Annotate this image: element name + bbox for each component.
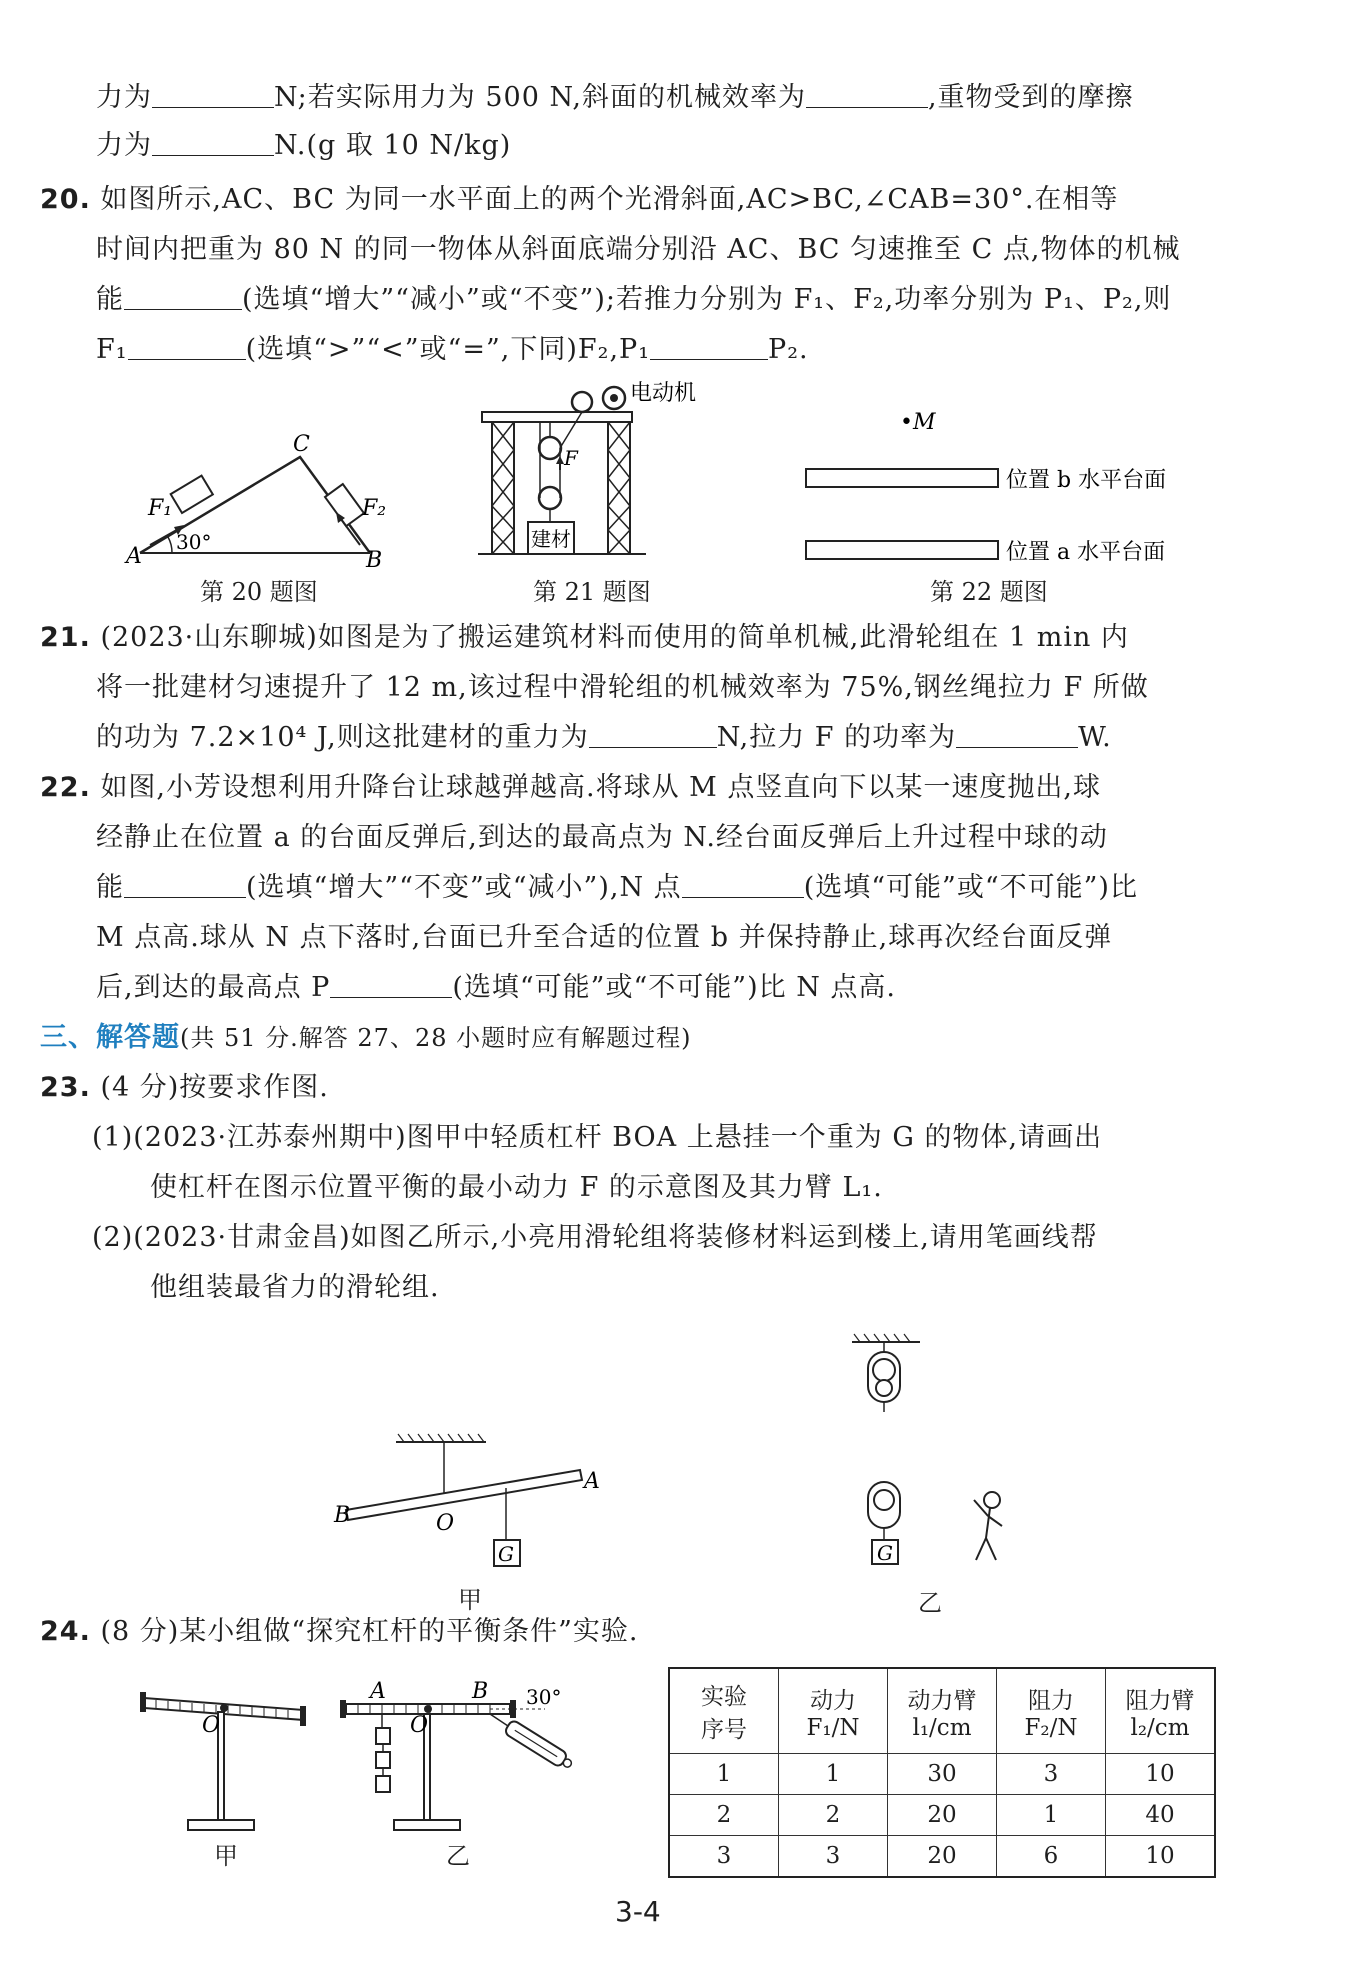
label-b: B	[366, 548, 383, 573]
text: N,拉力 F 的功率为	[716, 722, 957, 753]
answer-blank[interactable]	[330, 969, 452, 998]
question-23-part-1-line-2	[150, 1168, 883, 1208]
stand-base	[188, 1820, 254, 1830]
label-load: 建材	[531, 527, 571, 551]
label-a: A	[370, 1679, 386, 1704]
balance-nut	[340, 1700, 346, 1718]
figure-24a-lever-stand	[140, 1680, 320, 1840]
question-22-line-3	[96, 868, 1138, 908]
table-cell: 3	[779, 1836, 888, 1878]
answer-blank[interactable]	[124, 869, 246, 898]
pivot	[424, 1705, 432, 1713]
text: 力为	[96, 130, 152, 161]
question-21-line-3	[96, 718, 1112, 758]
header-cell: 阻力 F₂/N	[997, 1668, 1106, 1754]
table-cell: 3	[669, 1836, 779, 1878]
table-row	[669, 1795, 1215, 1836]
block-on-ac	[171, 476, 213, 513]
text: 时间内把重为 80 N 的同一物体从斜面底端分别沿 AC、BC 匀速推至 C 点,物体的机械	[96, 234, 1181, 265]
text-line-2	[96, 126, 511, 166]
text: 如图,小芳设想利用升降台让球越弹越高.将球从 M 点竖直向下以某一速度抛出,球	[100, 772, 1101, 803]
movable-pulley	[539, 487, 561, 509]
table-header-row	[669, 1668, 1215, 1754]
label-a: A	[126, 544, 142, 569]
figure-23a-caption: 甲	[458, 1586, 482, 1614]
text: (选填“可能”或“不可能”)比	[803, 872, 1138, 903]
crane-beam	[482, 412, 632, 422]
hanging-weight	[376, 1728, 390, 1744]
table-cell: 2	[779, 1795, 888, 1836]
figure-21-crane	[478, 370, 758, 570]
question-23-part-1-line-1	[92, 1118, 1102, 1158]
question-number: 22.	[40, 772, 91, 803]
text: (选填“增大”“减小”或“不变”);若推力分别为 F₁、F₂,功率分别为 P₁、P₂,则	[242, 284, 1172, 315]
header-cell: 动力 F₁/N	[779, 1668, 888, 1754]
table-cell: 3	[997, 1754, 1106, 1795]
text: N.(g 取 10 N/kg)	[274, 130, 512, 161]
text: 他组装最省力的滑轮组.	[150, 1272, 440, 1303]
text: (2023·山东聊城)如图是为了搬运建筑材料而使用的简单机械,此滑轮组在 1 min 内	[100, 622, 1129, 653]
ceiling-hatch	[854, 1334, 910, 1342]
header-cell: 阻力臂 l₂/cm	[1106, 1668, 1216, 1754]
person-figure	[974, 1500, 1002, 1560]
text: (选填“可能”或“不可能”)比 N 点高.	[452, 972, 896, 1003]
figure-24a-caption: 甲	[214, 1842, 238, 1870]
text: (1)(2023·江苏泰州期中)图甲中轻质杠杆 BOA 上悬挂一个重为 G 的物体,请画出	[92, 1122, 1103, 1153]
text: (选填“增大”“不变”或“减小”),N 点	[246, 872, 682, 903]
figure-23b-pulleys	[840, 1330, 1040, 1580]
label-o: O	[410, 1713, 429, 1738]
spring-scale	[504, 1719, 575, 1772]
figure-21-caption: 第 21 题图	[533, 578, 651, 606]
figure-20-inclines	[120, 432, 410, 573]
text: (2)(2023·甘肃金昌)如图乙所示,小亮用滑轮组将装修材料运到楼上,请用笔画线帮	[92, 1222, 1098, 1253]
answer-blank[interactable]	[682, 869, 804, 898]
figure-23b-caption: 乙	[918, 1589, 942, 1617]
fixed-pulley-wheel-small	[876, 1380, 892, 1396]
figure-20-caption: 第 20 题图	[200, 578, 318, 606]
platform-a	[806, 541, 998, 559]
header-cell: 动力臂 l₁/cm	[888, 1668, 997, 1754]
ceiling-hatch	[398, 1434, 484, 1442]
motor-pulley	[572, 392, 592, 412]
question-22-line-4	[96, 918, 1112, 958]
section-note: (共 51 分.解答 27、28 小题时应有解题过程)	[180, 1024, 692, 1052]
text: 经静止在位置 a 的台面反弹后,到达的最高点为 N.经台面反弹后上升过程中球的动	[96, 822, 1108, 853]
table-cell: 20	[888, 1836, 997, 1878]
lever-bar	[346, 1470, 582, 1520]
movable-pulley-wheel	[874, 1490, 894, 1510]
question-number: 20.	[40, 184, 91, 215]
label-a: A	[584, 1469, 600, 1494]
table-cell: 40	[1106, 1795, 1216, 1836]
text: (选填“>”“<”或“=”,下同)F₂,P₁	[245, 334, 651, 365]
block-on-bc	[325, 484, 364, 526]
label-o: O	[202, 1713, 221, 1738]
pivot	[220, 1704, 228, 1712]
figure-22-caption: 第 22 题图	[930, 578, 1048, 606]
hanging-weight	[376, 1752, 390, 1768]
answer-blank[interactable]	[128, 331, 246, 360]
answer-blank[interactable]	[152, 127, 274, 156]
balance-nut	[140, 1692, 146, 1712]
question-20-line-2	[96, 230, 1180, 270]
answer-blank[interactable]	[956, 719, 1078, 748]
figure-24b-lever-stand	[340, 1680, 580, 1840]
text-line-1	[96, 78, 1134, 118]
text: F₁	[96, 334, 128, 365]
table-row	[669, 1836, 1215, 1878]
answer-blank[interactable]	[124, 281, 242, 310]
label-motor: 电动机	[630, 381, 697, 406]
table-cell: 10	[1106, 1754, 1216, 1795]
label-m: •M	[900, 410, 936, 435]
person-head	[984, 1492, 1000, 1508]
experiment-data-table	[668, 1667, 1216, 1878]
text: P₂.	[768, 334, 809, 365]
text: (8 分)某小组做“探究杠杆的平衡条件”实验.	[100, 1616, 639, 1647]
question-22-line-1	[40, 768, 1101, 808]
balance-nut	[300, 1706, 306, 1726]
text: (4 分)按要求作图.	[100, 1072, 329, 1103]
text: ,重物受到的摩擦	[927, 82, 1134, 113]
text: 力为	[96, 82, 152, 113]
label-f2: F₂	[362, 496, 387, 521]
page-number: 3-4	[615, 1895, 661, 1928]
text: 使杠杆在图示位置平衡的最小动力 F 的示意图及其力臂 L₁.	[150, 1172, 883, 1203]
table-cell: 10	[1106, 1836, 1216, 1878]
figure-24b-caption: 乙	[446, 1842, 470, 1870]
table-cell: 1	[997, 1795, 1106, 1836]
text: M 点高.球从 N 点下落时,台面已升至合适的位置 b 并保持静止,球再次经台面反弹	[96, 922, 1113, 953]
table-cell: 6	[997, 1836, 1106, 1878]
motor-hub	[610, 394, 618, 402]
table-row	[669, 1754, 1215, 1795]
label-position-b: 位置 b 水平台面	[1006, 468, 1167, 493]
label-angle: 30°	[526, 1685, 562, 1709]
text: 能	[96, 284, 124, 315]
answer-blank[interactable]	[589, 719, 717, 748]
question-24-line-1	[40, 1612, 638, 1652]
text: N;若实际用力为 500 N,斜面的机械效率为	[274, 82, 806, 113]
question-21-line-1	[40, 618, 1129, 658]
question-number: 21.	[40, 622, 91, 653]
label-b: B	[334, 1503, 351, 1528]
question-20-line-1	[40, 180, 1118, 220]
question-20-line-4	[96, 330, 809, 370]
table-cell: 1	[779, 1754, 888, 1795]
question-number: 23.	[40, 1072, 91, 1103]
question-23-line-1	[40, 1068, 329, 1108]
angle-arc	[168, 537, 172, 553]
label-o: O	[436, 1511, 455, 1536]
table-cell: 1	[669, 1754, 779, 1795]
label-f1: F₁	[148, 496, 173, 521]
table-cell: 30	[888, 1754, 997, 1795]
answer-blank[interactable]	[152, 79, 274, 108]
question-22-line-5	[96, 968, 896, 1008]
question-22-line-2	[96, 818, 1108, 858]
spring-scale-hook	[490, 1714, 508, 1726]
label-position-a: 位置 a 水平台面	[1006, 540, 1166, 565]
stand-base	[394, 1820, 460, 1830]
label-f: F	[564, 446, 578, 470]
label-g: G	[877, 1541, 893, 1565]
table-cell: 20	[888, 1795, 997, 1836]
text: 将一批建材匀速提升了 12 m,该过程中滑轮组的机械效率为 75%,钢丝绳拉力 F 所做	[96, 672, 1149, 703]
text: 后,到达的最高点 P	[96, 972, 331, 1003]
text: 能	[96, 872, 124, 903]
platform-b	[806, 469, 998, 487]
question-20-line-3	[96, 280, 1171, 320]
hanging-weight	[376, 1776, 390, 1792]
fixed-pulley	[539, 437, 561, 459]
question-23-part-2-line-1	[92, 1218, 1098, 1258]
question-21-line-2	[96, 668, 1149, 708]
text: W.	[1078, 722, 1112, 753]
fixed-pulley-wheel	[873, 1359, 895, 1381]
label-c: C	[293, 432, 310, 457]
table-cell: 2	[669, 1795, 779, 1836]
question-number: 24.	[40, 1616, 91, 1647]
answer-blank[interactable]	[650, 331, 768, 360]
text: 如图所示,AC、BC 为同一水平面上的两个光滑斜面,AC>BC,∠CAB=30°.在相等	[100, 184, 1119, 215]
answer-blank[interactable]	[806, 79, 928, 108]
label-b: B	[472, 1679, 489, 1704]
label-g: G	[498, 1542, 514, 1566]
section-title: 三、解答题	[40, 1022, 180, 1053]
section-3-heading	[40, 1018, 692, 1058]
label-angle: 30°	[176, 530, 212, 554]
question-23-part-2-line-2	[150, 1268, 440, 1308]
figure-22-platforms	[800, 405, 1200, 575]
header-cell: 实验 序号	[669, 1668, 779, 1754]
text: 的功为 7.2×10⁴ J,则这批建材的重力为	[96, 722, 589, 753]
